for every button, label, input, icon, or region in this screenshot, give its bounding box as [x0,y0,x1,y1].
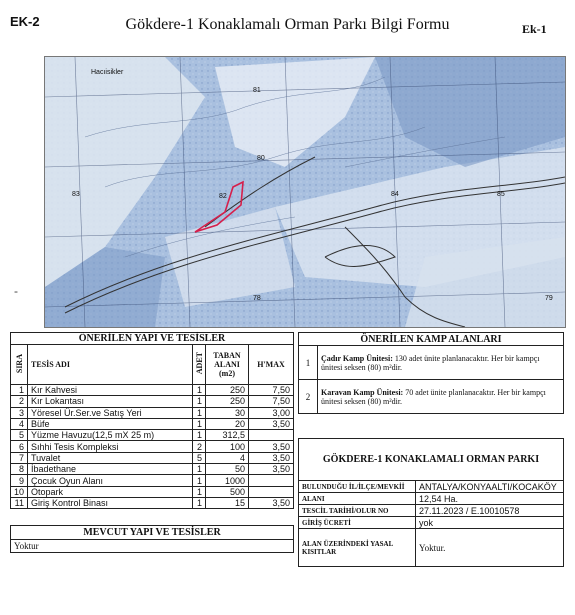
info-value: 27.11.2023 / E.10010578 [416,505,564,517]
row-number: 1 [11,385,28,396]
facility-count: 1 [193,464,206,475]
map-graphic [45,57,565,327]
camp-row [299,346,564,380]
facility-count: 1 [193,486,206,497]
info-value: 12,54 Ha. [416,493,564,505]
row-number: 5 [11,430,28,441]
facility-area: 20 [206,418,249,429]
info-label: BULUNDUĞU İL/İLÇE/MEVKİİ [299,481,416,493]
facility-area: 250 [206,385,249,396]
camp-unit-text: 130 adet ünite planlanacaktır. Her bir kampçı ünitesi seksen (80) m²dir. [321,353,540,372]
info-row [299,505,564,517]
info-row [299,481,564,493]
annex-code-right: Ek-1 [522,22,547,36]
row-number: 9 [11,475,28,486]
camp-title: ÖNERİLEN KAMP ALANLARI [299,333,564,346]
facility-count: 1 [193,475,206,486]
facility-hmax: 3,50 [249,464,294,475]
col-hmax: H'MAX [249,345,294,385]
facility-hmax: 3,50 [249,452,294,463]
legal-value: Yoktur. [416,529,564,567]
row-number: 4 [11,418,28,429]
row-number: 7 [11,452,28,463]
facility-area: 250 [206,396,249,407]
camp-row-number: 2 [299,380,318,414]
info-row [299,493,564,505]
facility-name: Sıhhi Tesis Kompleksi [28,441,193,452]
park-info-section [298,438,564,567]
facility-hmax: 3,50 [249,441,294,452]
table-row [11,385,294,396]
map-label-85: 85 [497,191,505,198]
facility-name: Giriş Kontrol Binası [28,497,193,508]
facility-hmax [249,486,294,497]
table-row [11,418,294,429]
facility-name: Kır Lokantası [28,396,193,407]
facility-area: 312,5 [206,430,249,441]
map-label-81: 81 [253,87,261,94]
map-label-village: Hacıisikler [91,69,124,76]
camp-table [298,332,564,414]
facility-count: 1 [193,407,206,418]
facility-name: Otopark [28,486,193,497]
info-value: yok [416,517,564,529]
facility-area: 4 [206,452,249,463]
legal-label: ALAN ÜZERİNDEKİ YASAL KISITLAR [299,529,416,567]
park-info-table [298,438,564,567]
camp-row [299,380,564,414]
camp-unit-label: Karavan Kamp Ünitesi: [321,387,404,397]
camp-row-number: 1 [299,346,318,380]
facility-name: İbadethane [28,464,193,475]
row-number: 10 [11,486,28,497]
facility-name: Yöresel Ür.Ser.ve Satış Yeri [28,407,193,418]
facility-hmax [249,430,294,441]
info-label: TESCİL TARİHİ/OLUR NO [299,505,416,517]
facility-area: 1000 [206,475,249,486]
camp-unit-text: 70 adet ünite planlanacaktır. Her bir kampçı ünitesi seksen (80) m²dir. [321,387,546,406]
existing-title: MEVCUT YAPI VE TESİSLER [11,526,294,540]
table-row [11,452,294,463]
park-info-title: GÖKDERE-1 KONAKLAMALI ORMAN PARKI [299,439,564,481]
facilities-section [10,332,294,553]
table-row [11,441,294,452]
col-sira: SIRA [14,353,24,374]
facility-count: 1 [193,396,206,407]
facilities-table [10,332,294,509]
facility-hmax: 7,50 [249,396,294,407]
facility-name: Tuvalet [28,452,193,463]
col-adet: ADET [194,352,204,375]
camp-description [318,346,564,380]
facility-hmax: 3,50 [249,418,294,429]
col-taban-alani: TABAN ALANI (m2) [206,345,249,385]
facility-hmax: 3,50 [249,497,294,508]
table-row [11,464,294,475]
table-row [11,475,294,486]
map-label-84: 84 [391,191,399,198]
map-label-78: 78 [253,295,261,302]
facility-count: 1 [193,418,206,429]
table-row [11,396,294,407]
col-tesis-adi: TESİS ADI [28,345,193,385]
info-value: ANTALYA/KONYAALTI/KOCAKÖY [416,481,564,493]
facility-name: Büfe [28,418,193,429]
camp-section [298,332,564,414]
facility-name: Çocuk Oyun Alanı [28,475,193,486]
facility-count: 2 [193,441,206,452]
camp-description [318,380,564,414]
facility-area: 30 [206,407,249,418]
camp-unit-label: Çadır Kamp Ünitesi: [321,353,393,363]
row-number: 3 [11,407,28,418]
row-number: 8 [11,464,28,475]
facility-area: 100 [206,441,249,452]
existing-value: Yoktur [11,540,294,553]
facilities-title: ÖNERİLEN YAPI VE TESİSLER [11,333,294,345]
map-label-80: 80 [257,155,265,162]
facility-area: 50 [206,464,249,475]
facility-area: 500 [206,486,249,497]
page-title: Gökdere-1 Konaklamalı Orman Parkı Bilgi Formu [125,16,450,33]
margin-mark: - [14,284,18,298]
info-label: ALANI [299,493,416,505]
row-number: 2 [11,396,28,407]
facility-hmax [249,475,294,486]
map-label-79: 79 [545,295,553,302]
row-number: 11 [11,497,28,508]
facility-area: 15 [206,497,249,508]
facility-count: 1 [193,385,206,396]
map-label-83: 83 [72,191,80,198]
facility-name: Kır Kahvesi [28,385,193,396]
annex-code-left: EK-2 [10,14,40,29]
topographic-map [44,56,566,328]
facility-hmax: 7,50 [249,385,294,396]
facility-name: Yüzme Havuzu(12,5 mX 25 m) [28,430,193,441]
info-label: GİRİŞ ÜCRETİ [299,517,416,529]
map-label-82: 82 [219,193,227,200]
row-number: 6 [11,441,28,452]
table-row [11,497,294,508]
table-row [11,486,294,497]
table-row [11,430,294,441]
facility-count: 1 [193,497,206,508]
facility-count: 1 [193,430,206,441]
table-row [11,407,294,418]
existing-facilities-table [10,525,294,553]
info-row [299,517,564,529]
facility-hmax: 3,00 [249,407,294,418]
facility-count: 5 [193,452,206,463]
